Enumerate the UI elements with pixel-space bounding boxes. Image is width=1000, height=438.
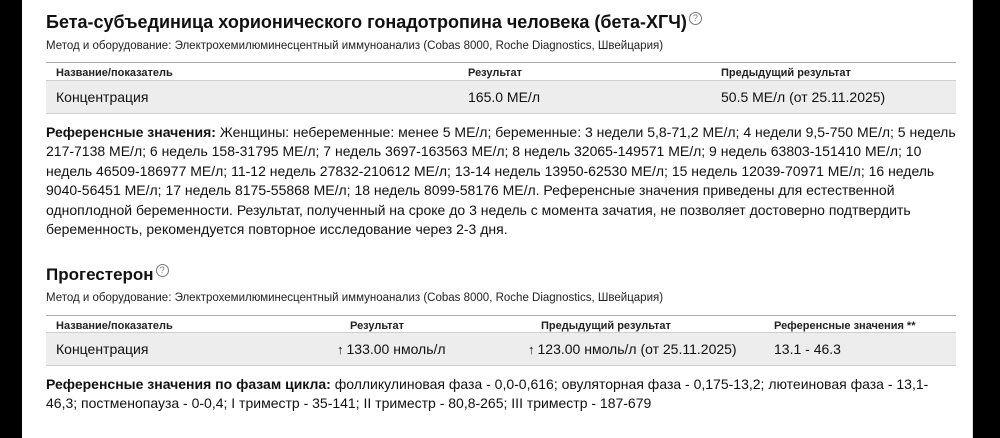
hcg-row-previous: 50.5 МЕ/л (от 25.11.2025) bbox=[721, 89, 886, 105]
prog-row-result bbox=[337, 341, 446, 357]
prog-reference-text: фолликулиновая фаза - 0,0-0,616; овуляторная фаза - 0,175-13,2; лютеиновая фаза - 13,1-46,3; постменопауза - 0-0,4; I триместр - 35-141; II триместр - 80,8-265; III триместр - 187-679 bbox=[46, 376, 929, 412]
progesterone-method: Метод и оборудование: Электрохемилюминесцентный иммуноанализ (Cobas 8000, Roche Diagnostics, Швейцария) bbox=[46, 292, 664, 304]
prog-row-reference: 13.1 - 46.3 bbox=[774, 341, 841, 357]
prog-header-name: Название/показатель bbox=[56, 320, 173, 332]
hcg-reference-text: Женщины: небеременные: менее 5 МЕ/л; беременные: 3 недели 5,8-71,2 МЕ/л; 4 недели 9,5-750 МЕ/л; 5 недель 217-7138 МЕ/л; 6 недель 158-31795 МЕ/л; 7 недель 3697-163563 МЕ/л; 8 недель 32065-149571 МЕ/л; 9 недель 63803-151410 МЕ/л; 10 недель 46509-186977 МЕ/л; 11-12 недель 27832-210612 МЕ/л; 13-14 недель 13950-62530 МЕ/л; 15 недель 12039-70971 МЕ/л; 16 недель 9040-56451 МЕ/л; 17 недель 8175-55868 МЕ/л; 18 недель 8099-58176 МЕ/л. Референсные значения приведены для естественной одноплодной беременности. Результат, полученный на сроке до 3 недель с момента зачатия, не позволяет достоверно подтвердить беременность, рекомендуется повторное исследование через 2-3 дня. bbox=[46, 124, 956, 238]
hcg-header-previous: Предыдущий результат bbox=[721, 67, 851, 79]
arrow-up-icon: ↑ bbox=[337, 342, 344, 357]
help-icon[interactable]: ? bbox=[156, 264, 169, 277]
prog-row-previous bbox=[528, 341, 737, 357]
hcg-title-text: Бета-субъединица хорионического гонадотропина человека (бета-ХГЧ) bbox=[46, 12, 687, 32]
progesterone-reference bbox=[46, 375, 956, 414]
prog-reference-label: Референсные значения по фазам цикла: bbox=[46, 376, 331, 392]
report-page bbox=[22, 0, 973, 438]
hcg-title bbox=[46, 12, 702, 33]
hcg-method: Метод и оборудование: Электрохемилюминесцентный иммуноанализ (Cobas 8000, Roche Diagnostics, Швейцария) bbox=[46, 40, 664, 52]
hcg-header-name: Название/показатель bbox=[56, 67, 173, 79]
prog-row-name: Концентрация bbox=[56, 341, 149, 357]
arrow-up-icon: ↑ bbox=[528, 342, 535, 357]
help-icon[interactable]: ? bbox=[689, 12, 702, 25]
prog-header-result: Результат bbox=[350, 320, 405, 332]
hcg-reference-label: Референсные значения: bbox=[46, 124, 216, 140]
progesterone-title bbox=[46, 264, 169, 285]
prog-row-result-value: 133.00 нмоль/л bbox=[346, 341, 446, 357]
prog-header-reference: Референсные значения ** bbox=[774, 320, 916, 332]
prog-row-previous-value: 123.00 нмоль/л (от 25.11.2025) bbox=[537, 341, 737, 357]
progesterone-title-text: Прогестерон bbox=[46, 265, 154, 284]
hcg-table-row bbox=[46, 80, 956, 114]
hcg-header-result: Результат bbox=[468, 67, 523, 79]
hcg-row-name: Концентрация bbox=[56, 89, 149, 105]
prog-header-previous: Предыдущий результат bbox=[541, 320, 671, 332]
progesterone-table-row bbox=[46, 332, 956, 366]
hcg-row-result: 165.0 МЕ/л bbox=[468, 89, 540, 105]
hcg-reference bbox=[46, 123, 956, 239]
